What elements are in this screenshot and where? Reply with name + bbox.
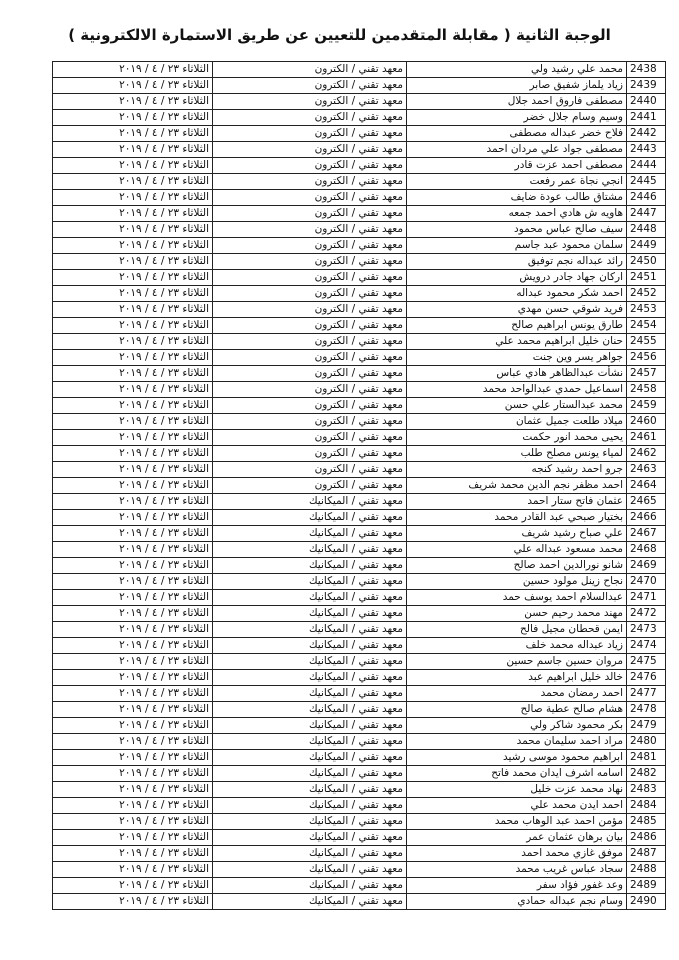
applicant-name-cell: خالد خليل ابراهيم عبد xyxy=(407,670,627,686)
interview-date-cell: الثلاثاء ٢٣ / ٤ / ٢٠١٩ xyxy=(53,574,213,590)
row-number-cell: 2471 xyxy=(627,590,666,606)
interview-date-cell: الثلاثاء ٢٣ / ٤ / ٢٠١٩ xyxy=(53,510,213,526)
applicant-name-cell: سلمان محمود عبد جاسم xyxy=(407,238,627,254)
institute-cell: معهد تقني / الكترون xyxy=(213,350,407,366)
interview-date-cell: الثلاثاء ٢٣ / ٤ / ٢٠١٩ xyxy=(53,94,213,110)
row-number-cell: 2449 xyxy=(627,238,666,254)
institute-cell: معهد تقني / الميكانيك xyxy=(213,734,407,750)
applicant-name-cell: لمياء يونس مصلح طلب xyxy=(407,446,627,462)
applicant-name-cell: مروان حسين جاسم حسين xyxy=(407,654,627,670)
row-number-cell: 2461 xyxy=(627,430,666,446)
row-number-cell: 2453 xyxy=(627,302,666,318)
interview-date-cell: الثلاثاء ٢٣ / ٤ / ٢٠١٩ xyxy=(53,526,213,542)
institute-cell: معهد تقني / الميكانيك xyxy=(213,782,407,798)
interview-date-cell: الثلاثاء ٢٣ / ٤ / ٢٠١٩ xyxy=(53,782,213,798)
institute-cell: معهد تقني / الميكانيك xyxy=(213,702,407,718)
table-row xyxy=(53,142,666,158)
institute-cell: معهد تقني / الكترون xyxy=(213,222,407,238)
row-number-cell: 2473 xyxy=(627,622,666,638)
institute-cell: معهد تقني / الميكانيك xyxy=(213,510,407,526)
institute-cell: معهد تقني / الكترون xyxy=(213,382,407,398)
row-number-cell: 2462 xyxy=(627,446,666,462)
interview-date-cell: الثلاثاء ٢٣ / ٤ / ٢٠١٩ xyxy=(53,670,213,686)
institute-cell: معهد تقني / الكترون xyxy=(213,270,407,286)
table-row xyxy=(53,670,666,686)
interview-date-cell: الثلاثاء ٢٣ / ٤ / ٢٠١٩ xyxy=(53,222,213,238)
table-row xyxy=(53,654,666,670)
interview-date-cell: الثلاثاء ٢٣ / ٤ / ٢٠١٩ xyxy=(53,382,213,398)
table-row xyxy=(53,542,666,558)
row-number-cell: 2465 xyxy=(627,494,666,510)
applicant-name-cell: نهاد محمد عزت خليل xyxy=(407,782,627,798)
row-number-cell: 2466 xyxy=(627,510,666,526)
applicant-name-cell: نجاح زينل مولود حسين xyxy=(407,574,627,590)
applicant-name-cell: مصطفى فاروق احمد جلال xyxy=(407,94,627,110)
interview-date-cell: الثلاثاء ٢٣ / ٤ / ٢٠١٩ xyxy=(53,446,213,462)
page-title: الوجبة الثانية ( مقابلة المتقدمين للتعيين عن طريق الاستمارة الالكترونية ) xyxy=(68,26,611,44)
institute-cell: معهد تقني / الكترون xyxy=(213,366,407,382)
row-number-cell: 2448 xyxy=(627,222,666,238)
row-number-cell: 2480 xyxy=(627,734,666,750)
applicant-name-cell: سجاد عباس غريب محمد xyxy=(407,862,627,878)
interview-date-cell: الثلاثاء ٢٣ / ٤ / ٢٠١٩ xyxy=(53,830,213,846)
institute-cell: معهد تقني / الكترون xyxy=(213,334,407,350)
applicant-name-cell: هشام صالح عطية صالح xyxy=(407,702,627,718)
table-row xyxy=(53,862,666,878)
institute-cell: معهد تقني / الميكانيك xyxy=(213,830,407,846)
interview-date-cell: الثلاثاء ٢٣ / ٤ / ٢٠١٩ xyxy=(53,414,213,430)
row-number-cell: 2467 xyxy=(627,526,666,542)
applicant-name-cell: ابراهيم محمود موسى رشيد xyxy=(407,750,627,766)
row-number-cell: 2482 xyxy=(627,766,666,782)
applicant-name-cell: وعد غفور فؤاد سفر xyxy=(407,878,627,894)
applicant-name-cell: وسام نجم عبداله حمادي xyxy=(407,894,627,910)
applicants-table-body xyxy=(53,62,666,910)
table-row xyxy=(53,430,666,446)
applicant-name-cell: اركان جهاد جادر درويش xyxy=(407,270,627,286)
interview-date-cell: الثلاثاء ٢٣ / ٤ / ٢٠١٩ xyxy=(53,142,213,158)
applicant-name-cell: علي صباح رشيد شريف xyxy=(407,526,627,542)
row-number-cell: 2484 xyxy=(627,798,666,814)
interview-date-cell: الثلاثاء ٢٣ / ٤ / ٢٠١٩ xyxy=(53,158,213,174)
row-number-cell: 2450 xyxy=(627,254,666,270)
table-row xyxy=(53,110,666,126)
interview-date-cell: الثلاثاء ٢٣ / ٤ / ٢٠١٩ xyxy=(53,558,213,574)
row-number-cell: 2478 xyxy=(627,702,666,718)
applicant-name-cell: موفق غازي محمد احمد xyxy=(407,846,627,862)
applicant-name-cell: انجي نجاة عمر رفعت xyxy=(407,174,627,190)
row-number-cell: 2446 xyxy=(627,190,666,206)
interview-date-cell: الثلاثاء ٢٣ / ٤ / ٢٠١٩ xyxy=(53,862,213,878)
interview-date-cell: الثلاثاء ٢٣ / ٤ / ٢٠١٩ xyxy=(53,654,213,670)
row-number-cell: 2454 xyxy=(627,318,666,334)
table-row xyxy=(53,270,666,286)
institute-cell: معهد تقني / الميكانيك xyxy=(213,814,407,830)
interview-date-cell: الثلاثاء ٢٣ / ٤ / ٢٠١٩ xyxy=(53,302,213,318)
institute-cell: معهد تقني / الميكانيك xyxy=(213,718,407,734)
institute-cell: معهد تقني / الكترون xyxy=(213,142,407,158)
interview-date-cell: الثلاثاء ٢٣ / ٤ / ٢٠١٩ xyxy=(53,334,213,350)
interview-date-cell: الثلاثاء ٢٣ / ٤ / ٢٠١٩ xyxy=(53,622,213,638)
institute-cell: معهد تقني / الكترون xyxy=(213,190,407,206)
institute-cell: معهد تقني / الميكانيك xyxy=(213,542,407,558)
applicant-name-cell: بكر محمود شاكر ولي xyxy=(407,718,627,734)
applicant-name-cell: محمد مسعود عبداله علي xyxy=(407,542,627,558)
applicant-name-cell: مراد احمد سليمان محمد xyxy=(407,734,627,750)
row-number-cell: 2481 xyxy=(627,750,666,766)
table-row xyxy=(53,590,666,606)
row-number-cell: 2460 xyxy=(627,414,666,430)
institute-cell: معهد تقني / الميكانيك xyxy=(213,526,407,542)
row-number-cell: 2455 xyxy=(627,334,666,350)
institute-cell: معهد تقني / الكترون xyxy=(213,254,407,270)
interview-date-cell: الثلاثاء ٢٣ / ٤ / ٢٠١٩ xyxy=(53,126,213,142)
table-row xyxy=(53,366,666,382)
row-number-cell: 2458 xyxy=(627,382,666,398)
row-number-cell: 2439 xyxy=(627,78,666,94)
applicant-name-cell: شانو نورالدين احمد صالح xyxy=(407,558,627,574)
table-row xyxy=(53,382,666,398)
interview-date-cell: الثلاثاء ٢٣ / ٤ / ٢٠١٩ xyxy=(53,798,213,814)
applicant-name-cell: احمد ايدن محمد علي xyxy=(407,798,627,814)
applicant-name-cell: جواهر يسر وين جنت xyxy=(407,350,627,366)
table-row xyxy=(53,414,666,430)
applicant-name-cell: مشتاق طالب عودة ضايف xyxy=(407,190,627,206)
row-number-cell: 2488 xyxy=(627,862,666,878)
row-number-cell: 2474 xyxy=(627,638,666,654)
applicant-name-cell: مصطفى جواد علي مردان احمد xyxy=(407,142,627,158)
applicant-name-cell: مصطفى احمد عزت قادر xyxy=(407,158,627,174)
row-number-cell: 2469 xyxy=(627,558,666,574)
interview-date-cell: الثلاثاء ٢٣ / ٤ / ٢٠١٩ xyxy=(53,846,213,862)
institute-cell: معهد تقني / الميكانيك xyxy=(213,590,407,606)
applicant-name-cell: هاويه ش هادي احمد جمعه xyxy=(407,206,627,222)
interview-date-cell: الثلاثاء ٢٣ / ٤ / ٢٠١٩ xyxy=(53,542,213,558)
table-row xyxy=(53,894,666,910)
institute-cell: معهد تقني / الميكانيك xyxy=(213,798,407,814)
institute-cell: معهد تقني / الميكانيك xyxy=(213,766,407,782)
table-row xyxy=(53,510,666,526)
row-number-cell: 2459 xyxy=(627,398,666,414)
table-row xyxy=(53,94,666,110)
table-row xyxy=(53,78,666,94)
table-row xyxy=(53,734,666,750)
institute-cell: معهد تقني / الكترون xyxy=(213,414,407,430)
institute-cell: معهد تقني / الميكانيك xyxy=(213,494,407,510)
row-number-cell: 2447 xyxy=(627,206,666,222)
institute-cell: معهد تقني / الكترون xyxy=(213,126,407,142)
interview-date-cell: الثلاثاء ٢٣ / ٤ / ٢٠١٩ xyxy=(53,350,213,366)
table-row xyxy=(53,286,666,302)
row-number-cell: 2477 xyxy=(627,686,666,702)
interview-date-cell: الثلاثاء ٢٣ / ٤ / ٢٠١٩ xyxy=(53,734,213,750)
interview-date-cell: الثلاثاء ٢٣ / ٤ / ٢٠١٩ xyxy=(53,894,213,910)
table-row xyxy=(53,782,666,798)
interview-date-cell: الثلاثاء ٢٣ / ٤ / ٢٠١٩ xyxy=(53,750,213,766)
interview-date-cell: الثلاثاء ٢٣ / ٤ / ٢٠١٩ xyxy=(53,78,213,94)
table-row xyxy=(53,206,666,222)
interview-date-cell: الثلاثاء ٢٣ / ٤ / ٢٠١٩ xyxy=(53,206,213,222)
applicant-name-cell: محمد علي رشيد ولي xyxy=(407,62,627,78)
row-number-cell: 2475 xyxy=(627,654,666,670)
table-row xyxy=(53,62,666,78)
table-row xyxy=(53,334,666,350)
row-number-cell: 2438 xyxy=(627,62,666,78)
applicant-name-cell: مهند محمد رحيم حسن xyxy=(407,606,627,622)
institute-cell: معهد تقني / الميكانيك xyxy=(213,574,407,590)
institute-cell: معهد تقني / الميكانيك xyxy=(213,878,407,894)
institute-cell: معهد تقني / الميكانيك xyxy=(213,686,407,702)
table-row xyxy=(53,318,666,334)
row-number-cell: 2487 xyxy=(627,846,666,862)
table-row xyxy=(53,638,666,654)
table-row xyxy=(53,238,666,254)
applicant-name-cell: محمد عبدالستار علي حسن xyxy=(407,398,627,414)
applicant-name-cell: زياد عبداله محمد خلف xyxy=(407,638,627,654)
row-number-cell: 2464 xyxy=(627,478,666,494)
row-number-cell: 2476 xyxy=(627,670,666,686)
table-row xyxy=(53,222,666,238)
applicant-name-cell: بختيار صبحي عبد القادر محمد xyxy=(407,510,627,526)
institute-cell: معهد تقني / الكترون xyxy=(213,78,407,94)
table-row xyxy=(53,798,666,814)
interview-date-cell: الثلاثاء ٢٣ / ٤ / ٢٠١٩ xyxy=(53,190,213,206)
applicant-name-cell: نشأت عبدالظاهر هادي عباس xyxy=(407,366,627,382)
row-number-cell: 2463 xyxy=(627,462,666,478)
table-row xyxy=(53,158,666,174)
institute-cell: معهد تقني / الكترون xyxy=(213,238,407,254)
applicant-name-cell: مؤمن احمد عبد الوهاب محمد xyxy=(407,814,627,830)
table-row xyxy=(53,190,666,206)
table-row xyxy=(53,606,666,622)
row-number-cell: 2486 xyxy=(627,830,666,846)
applicant-name-cell: احمد مظفر نجم الدين محمد شريف xyxy=(407,478,627,494)
table-row xyxy=(53,814,666,830)
applicant-name-cell: طارق يونس ابراهيم صالح xyxy=(407,318,627,334)
interview-date-cell: الثلاثاء ٢٣ / ٤ / ٢٠١٩ xyxy=(53,878,213,894)
row-number-cell: 2468 xyxy=(627,542,666,558)
row-number-cell: 2445 xyxy=(627,174,666,190)
table-row xyxy=(53,622,666,638)
institute-cell: معهد تقني / الكترون xyxy=(213,446,407,462)
institute-cell: معهد تقني / الكترون xyxy=(213,206,407,222)
applicant-name-cell: اسامه اشرف ايدان محمد فاتح xyxy=(407,766,627,782)
institute-cell: معهد تقني / الكترون xyxy=(213,302,407,318)
institute-cell: معهد تقني / الكترون xyxy=(213,318,407,334)
institute-cell: معهد تقني / الكترون xyxy=(213,462,407,478)
applicant-name-cell: بيان برهان عثمان عمر xyxy=(407,830,627,846)
interview-date-cell: الثلاثاء ٢٣ / ٤ / ٢٠١٩ xyxy=(53,766,213,782)
interview-date-cell: الثلاثاء ٢٣ / ٤ / ٢٠١٩ xyxy=(53,174,213,190)
interview-date-cell: الثلاثاء ٢٣ / ٤ / ٢٠١٩ xyxy=(53,430,213,446)
row-number-cell: 2457 xyxy=(627,366,666,382)
interview-date-cell: الثلاثاء ٢٣ / ٤ / ٢٠١٩ xyxy=(53,110,213,126)
applicant-name-cell: جرو احمد رشيد كنجه xyxy=(407,462,627,478)
table-row xyxy=(53,126,666,142)
institute-cell: معهد تقني / الكترون xyxy=(213,94,407,110)
table-row xyxy=(53,174,666,190)
table-row xyxy=(53,702,666,718)
applicant-name-cell: ايمن قحطان مجيل فالح xyxy=(407,622,627,638)
table-row xyxy=(53,254,666,270)
row-number-cell: 2451 xyxy=(627,270,666,286)
interview-date-cell: الثلاثاء ٢٣ / ٤ / ٢٠١٩ xyxy=(53,238,213,254)
row-number-cell: 2456 xyxy=(627,350,666,366)
institute-cell: معهد تقني / الميكانيك xyxy=(213,862,407,878)
row-number-cell: 2479 xyxy=(627,718,666,734)
institute-cell: معهد تقني / الكترون xyxy=(213,110,407,126)
table-row xyxy=(53,398,666,414)
applicant-name-cell: وسيم وسام جلال خضر xyxy=(407,110,627,126)
interview-date-cell: الثلاثاء ٢٣ / ٤ / ٢٠١٩ xyxy=(53,254,213,270)
interview-date-cell: الثلاثاء ٢٣ / ٤ / ٢٠١٩ xyxy=(53,718,213,734)
interview-date-cell: الثلاثاء ٢٣ / ٤ / ٢٠١٩ xyxy=(53,494,213,510)
institute-cell: معهد تقني / الميكانيك xyxy=(213,750,407,766)
table-row xyxy=(53,478,666,494)
table-row xyxy=(53,718,666,734)
institute-cell: معهد تقني / الميكانيك xyxy=(213,638,407,654)
institute-cell: معهد تقني / الميكانيك xyxy=(213,846,407,862)
row-number-cell: 2441 xyxy=(627,110,666,126)
institute-cell: معهد تقني / الكترون xyxy=(213,398,407,414)
interview-date-cell: الثلاثاء ٢٣ / ٤ / ٢٠١٩ xyxy=(53,462,213,478)
institute-cell: معهد تقني / الميكانيك xyxy=(213,654,407,670)
interview-date-cell: الثلاثاء ٢٣ / ٤ / ٢٠١٩ xyxy=(53,686,213,702)
interview-date-cell: الثلاثاء ٢٣ / ٤ / ٢٠١٩ xyxy=(53,366,213,382)
applicant-name-cell: اسماعيل حمدي عبدالواحد محمد xyxy=(407,382,627,398)
applicant-name-cell: احمد رمضان محمد xyxy=(407,686,627,702)
interview-date-cell: الثلاثاء ٢٣ / ٤ / ٢٠١٩ xyxy=(53,638,213,654)
interview-date-cell: الثلاثاء ٢٣ / ٤ / ٢٠١٩ xyxy=(53,286,213,302)
applicant-name-cell: فريد شوقي حسن مهدي xyxy=(407,302,627,318)
table-row xyxy=(53,846,666,862)
table-row xyxy=(53,462,666,478)
interview-date-cell: الثلاثاء ٢٣ / ٤ / ٢٠١٩ xyxy=(53,270,213,286)
row-number-cell: 2452 xyxy=(627,286,666,302)
applicant-name-cell: ميلاد طلعت جميل عثمان xyxy=(407,414,627,430)
applicant-name-cell: احمد شكر محمود عبداله xyxy=(407,286,627,302)
table-row xyxy=(53,446,666,462)
interview-date-cell: الثلاثاء ٢٣ / ٤ / ٢٠١٩ xyxy=(53,62,213,78)
institute-cell: معهد تقني / الكترون xyxy=(213,478,407,494)
row-number-cell: 2440 xyxy=(627,94,666,110)
row-number-cell: 2489 xyxy=(627,878,666,894)
institute-cell: معهد تقني / الميكانيك xyxy=(213,622,407,638)
table-row xyxy=(53,494,666,510)
institute-cell: معهد تقني / الكترون xyxy=(213,62,407,78)
table-row xyxy=(53,766,666,782)
institute-cell: معهد تقني / الميكانيك xyxy=(213,558,407,574)
applicant-name-cell: عبدالسلام احمد يوسف حمد xyxy=(407,590,627,606)
row-number-cell: 2485 xyxy=(627,814,666,830)
table-row xyxy=(53,686,666,702)
applicant-name-cell: زياد يلماز شفيق صابر xyxy=(407,78,627,94)
applicant-name-cell: فلاح خضر عبداله مصطفى xyxy=(407,126,627,142)
interview-date-cell: الثلاثاء ٢٣ / ٤ / ٢٠١٩ xyxy=(53,318,213,334)
institute-cell: معهد تقني / الكترون xyxy=(213,430,407,446)
table-row xyxy=(53,750,666,766)
institute-cell: معهد تقني / الميكانيك xyxy=(213,606,407,622)
applicant-name-cell: عثمان فاتح ستار احمد xyxy=(407,494,627,510)
table-row xyxy=(53,574,666,590)
table-row xyxy=(53,350,666,366)
row-number-cell: 2483 xyxy=(627,782,666,798)
institute-cell: معهد تقني / الميكانيك xyxy=(213,670,407,686)
institute-cell: معهد تقني / الكترون xyxy=(213,158,407,174)
row-number-cell: 2444 xyxy=(627,158,666,174)
interview-date-cell: الثلاثاء ٢٣ / ٤ / ٢٠١٩ xyxy=(53,398,213,414)
applicants-table xyxy=(52,61,666,910)
table-row xyxy=(53,526,666,542)
applicant-name-cell: حنان خليل ابراهيم محمد علي xyxy=(407,334,627,350)
interview-date-cell: الثلاثاء ٢٣ / ٤ / ٢٠١٩ xyxy=(53,478,213,494)
interview-date-cell: الثلاثاء ٢٣ / ٤ / ٢٠١٩ xyxy=(53,702,213,718)
table-row xyxy=(53,878,666,894)
row-number-cell: 2472 xyxy=(627,606,666,622)
row-number-cell: 2442 xyxy=(627,126,666,142)
institute-cell: معهد تقني / الميكانيك xyxy=(213,894,407,910)
applicant-name-cell: رائد عبداله نجم توفيق xyxy=(407,254,627,270)
row-number-cell: 2443 xyxy=(627,142,666,158)
interview-date-cell: الثلاثاء ٢٣ / ٤ / ٢٠١٩ xyxy=(53,606,213,622)
applicant-name-cell: سيف صالح عباس محمود xyxy=(407,222,627,238)
table-row xyxy=(53,302,666,318)
applicant-name-cell: يحيى محمد انور حكمت xyxy=(407,430,627,446)
table-row xyxy=(53,558,666,574)
row-number-cell: 2470 xyxy=(627,574,666,590)
row-number-cell: 2490 xyxy=(627,894,666,910)
table-row xyxy=(53,830,666,846)
interview-date-cell: الثلاثاء ٢٣ / ٤ / ٢٠١٩ xyxy=(53,814,213,830)
institute-cell: معهد تقني / الكترون xyxy=(213,286,407,302)
interview-date-cell: الثلاثاء ٢٣ / ٤ / ٢٠١٩ xyxy=(53,590,213,606)
institute-cell: معهد تقني / الكترون xyxy=(213,174,407,190)
